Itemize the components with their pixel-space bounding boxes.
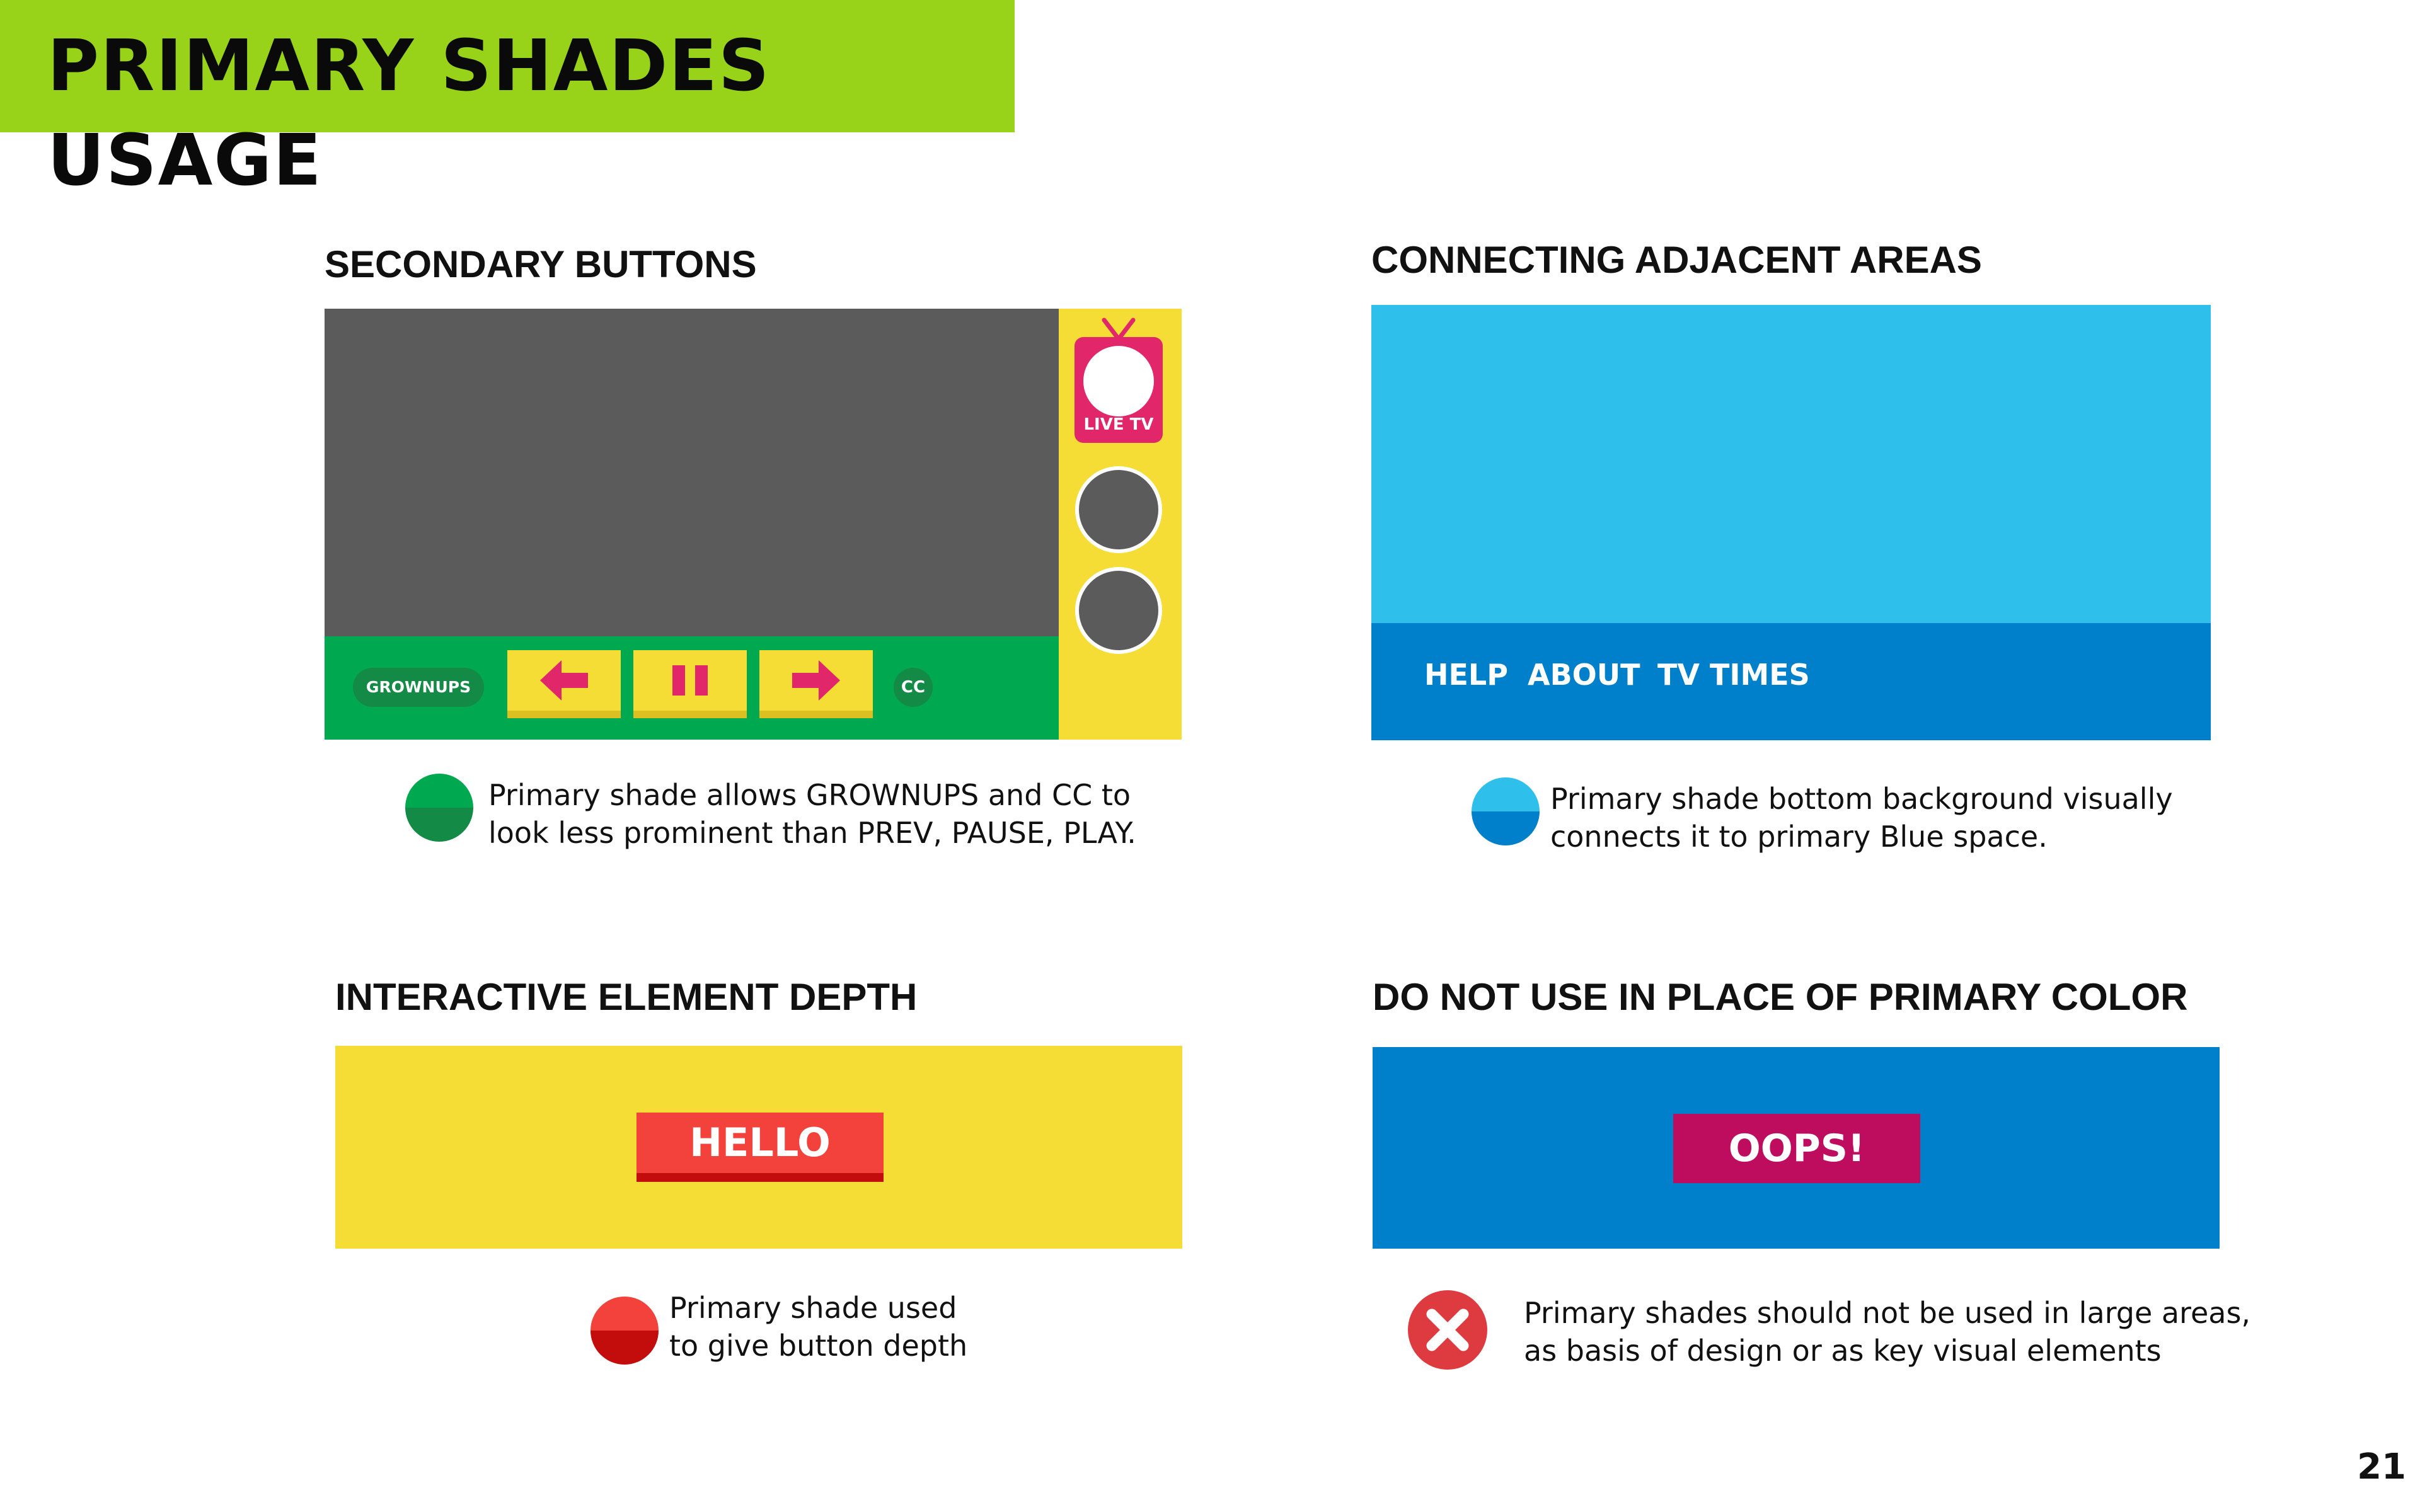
pause-button[interactable] [633, 650, 747, 718]
interactive-depth-heading: INTERACTIVE ELEMENT DEPTH [335, 976, 918, 1018]
yellow-panel [335, 1046, 1182, 1249]
live-tv-button[interactable] [1075, 337, 1163, 443]
caption-line: as basis of design or as key visual elements [1524, 1334, 2162, 1368]
shade-nav-bar [1371, 623, 2211, 740]
do-not-use-heading: DO NOT USE IN PLACE OF PRIMARY COLOR [1373, 976, 2188, 1018]
connecting-areas-caption [1550, 780, 2173, 856]
primary-blue-area [1371, 305, 2211, 623]
blue-shade-swatch [1472, 777, 1540, 845]
caption-line: Primary shade bottom background visually [1550, 782, 2173, 816]
next-button[interactable] [759, 650, 873, 718]
do-not-use-caption [1524, 1294, 2250, 1370]
side-panel [1059, 309, 1182, 740]
blue-panel [1373, 1047, 2220, 1249]
red-shade-swatch [591, 1297, 659, 1365]
close-x-icon [1407, 1289, 1489, 1371]
page-number: 21 [2357, 1446, 2406, 1487]
caption-line: Primary shade allows GROWNUPS and CC to [488, 778, 1131, 812]
secondary-buttons-caption [488, 776, 1136, 852]
header-banner [0, 0, 1015, 202]
cc-button[interactable]: CC [894, 668, 933, 707]
side-button-2[interactable] [1075, 567, 1162, 654]
hello-button[interactable]: HELLO [637, 1113, 884, 1182]
caption-line: to give button depth [669, 1329, 968, 1363]
prev-arrow-icon [540, 660, 588, 701]
pause-icon [672, 665, 708, 696]
side-button-1[interactable] [1075, 466, 1162, 553]
page-title: PRIMARY SHADES USAGE [47, 25, 771, 202]
caption-line: connects it to primary Blue space. [1550, 820, 2048, 854]
interactive-depth-caption [669, 1289, 967, 1365]
caption-line: look less prominent than PREV, PAUSE, PLAY. [488, 816, 1136, 850]
oops-button[interactable]: OOPS! [1673, 1114, 1920, 1183]
green-shade-swatch [405, 774, 473, 842]
prev-button[interactable] [507, 650, 621, 718]
tv-screen-icon [1083, 346, 1154, 416]
secondary-buttons-heading: SECONDARY BUTTONS [325, 243, 757, 285]
caption-line: Primary shades should not be used in large areas, [1524, 1296, 2251, 1330]
nav-about-link[interactable]: ABOUT [1528, 658, 1640, 692]
connecting-areas-heading: CONNECTING ADJACENT AREAS [1371, 239, 1982, 281]
nav-help-link[interactable]: HELP [1424, 658, 1508, 692]
caption-line: Primary shade used [669, 1291, 957, 1325]
live-tv-label: LIVE TV [1083, 415, 1154, 434]
player-mockup [325, 309, 1182, 740]
nav-tv-times-link[interactable]: TV TIMES [1657, 658, 1810, 692]
video-area [325, 309, 1059, 636]
grownups-button[interactable]: GROWNUPS [353, 668, 484, 707]
next-arrow-icon [792, 660, 840, 701]
control-bar [325, 636, 1059, 740]
